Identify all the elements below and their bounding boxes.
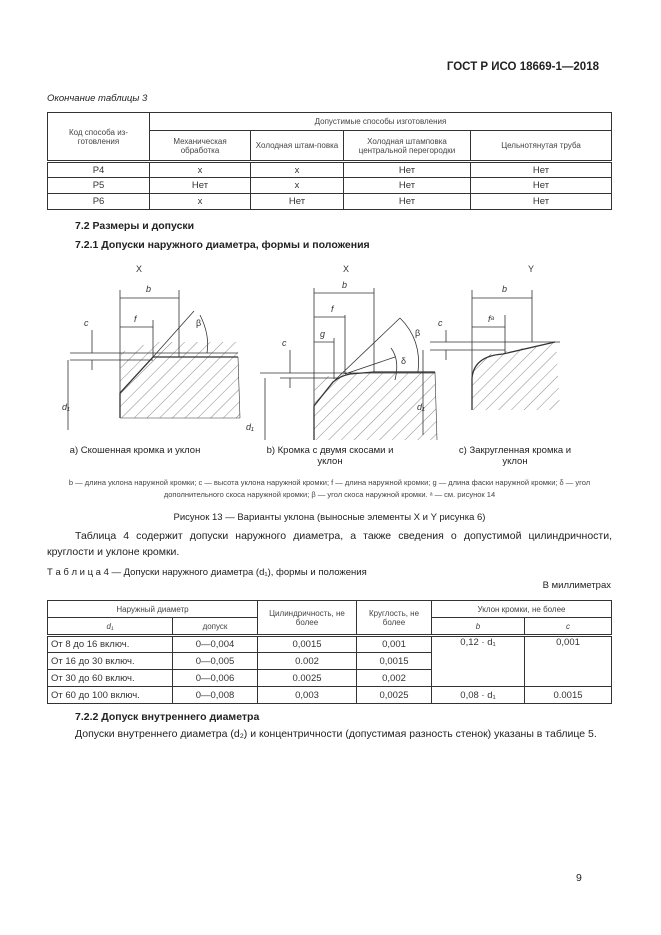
label-beta: β (415, 328, 421, 338)
cell: x (150, 162, 251, 178)
section-heading: 7.2 Размеры и допуски (75, 220, 195, 232)
label-b: b (342, 280, 348, 290)
view-letter: X (343, 264, 350, 274)
header-col: Механическая обработка (150, 131, 251, 162)
figure-title: Рисунок 13 — Варианты уклона (выносные элементы X и Y рисунка 6) (173, 512, 486, 523)
header-group: Допустимые способы изготовления (150, 113, 612, 131)
header-outer-diameter: Наружный диаметр (48, 601, 258, 618)
cell: От 8 до 16 включ. (48, 636, 173, 653)
cell: 0,08 · d₁ (432, 687, 525, 704)
cell: 0,12 · d₁ (432, 636, 525, 687)
label-f: f (331, 304, 334, 314)
header-code: Код способа из-готовления (48, 113, 150, 162)
label-d1: d₁ (246, 422, 254, 432)
cell: x (251, 162, 344, 178)
table4-title: Т а б л и ц а 4 — Допуски наружного диаметра (d₁), формы и положения (47, 567, 367, 578)
label-b: b (146, 284, 152, 294)
cell: Нет (471, 162, 612, 178)
cell: 0,002 (357, 670, 432, 687)
table-3 (47, 112, 612, 210)
cell: Нет (344, 178, 471, 194)
label-f: f (134, 314, 137, 324)
cell: x (251, 178, 344, 194)
label-c: c (438, 318, 443, 328)
cell: Нет (471, 178, 612, 194)
cell: 0—0,005 (173, 653, 258, 670)
header-col: Холодная штам-повка (251, 131, 344, 162)
cell: 0,0015 (357, 653, 432, 670)
label-delta: δ (401, 356, 407, 366)
cell: От 16 до 30 включ. (48, 653, 173, 670)
view-letter: X (136, 264, 143, 274)
figure-caption-a: a) Скошенная кромка и уклон (69, 445, 201, 456)
paragraph: Таблица 4 содержит допуски наружного диаметра, а также сведения о допустимой цилиндричности, круглости и уклоне кромки. (47, 530, 612, 558)
label-d1: d₁ (62, 402, 70, 412)
cell: x (150, 194, 251, 210)
cell: 0,001 (357, 636, 432, 653)
cell: 0,0025 (357, 687, 432, 704)
cell: 0,001 (525, 636, 612, 687)
section-heading: 7.2.1 Допуски наружного диаметра, формы и положения (75, 239, 370, 251)
cell: Нет (251, 194, 344, 210)
header-d1: d₁ (48, 618, 173, 636)
cell: 0.0025 (258, 670, 357, 687)
cell: 0—0,008 (173, 687, 258, 704)
figure-13-drawing (50, 260, 610, 440)
cell: 0.0015 (525, 687, 612, 704)
table4-units: В миллиметрах (542, 580, 611, 591)
label-b: b (502, 284, 508, 294)
figure-caption-c: c) Закругленная кромка и уклон (458, 445, 572, 467)
table-row (48, 687, 612, 704)
header-slope: Уклон кромки, не более (432, 601, 612, 618)
header-c: c (525, 618, 612, 636)
label-c: c (84, 318, 89, 328)
cell: P6 (48, 194, 150, 210)
figure-legend: b — длина уклона наружной кромки; c — высота уклона наружной кромки; f — длина наружной кромки; g — длина фаски наружной кромки; δ — угол дополнительного скоса наружной кромки; β — угол скоса наружной кромки. ᵃ — см. рисунок 14 (68, 478, 591, 499)
standard-header: ГОСТ Р ИСО 18669-1—2018 (446, 61, 599, 73)
header-tolerance: допуск (173, 618, 258, 636)
cell: Нет (150, 178, 251, 194)
header-col: Цельнотянутая труба (471, 131, 612, 162)
table-row (48, 636, 612, 653)
label-c: c (282, 338, 287, 348)
label-beta: β (196, 318, 202, 328)
cell: От 30 до 60 включ. (48, 670, 173, 687)
section-heading: 7.2.2 Допуск внутреннего диаметра (75, 711, 260, 723)
cell: Нет (344, 194, 471, 210)
cell: P4 (48, 162, 150, 178)
cell: 0,003 (258, 687, 357, 704)
label-d1: d₁ (417, 402, 425, 412)
cell: От 60 до 100 включ. (48, 687, 173, 704)
figure-caption-b: b) Кромка с двумя скосами и уклон (266, 445, 394, 467)
header-col: Холодная штамповка центральной перегородки (344, 131, 471, 162)
cell: 0,0015 (258, 636, 357, 653)
table-row (48, 178, 612, 194)
view-letter: Y (528, 264, 535, 274)
header-b: b (432, 618, 525, 636)
table-row (48, 194, 612, 210)
label-g: g (320, 329, 326, 339)
cell: Нет (344, 162, 471, 178)
cell: P5 (48, 178, 150, 194)
table3-caption: Окончание таблицы 3 (47, 93, 148, 104)
header-cylindricity: Цилиндричность, не более (258, 601, 357, 636)
paragraph: Допуски внутреннего диаметра (d₂) и концентричности (допустимая разность стенок) указаны в таблице 5. (75, 728, 597, 740)
cell: Нет (471, 194, 612, 210)
label-f: fᵃ (488, 314, 494, 324)
table-4 (47, 600, 612, 704)
table-row (48, 162, 612, 178)
cell: 0—0,004 (173, 636, 258, 653)
page-number: 9 (576, 872, 582, 884)
header-roundness: Круглость, не более (357, 601, 432, 636)
cell: 0—0,006 (173, 670, 258, 687)
cell: 0.002 (258, 653, 357, 670)
